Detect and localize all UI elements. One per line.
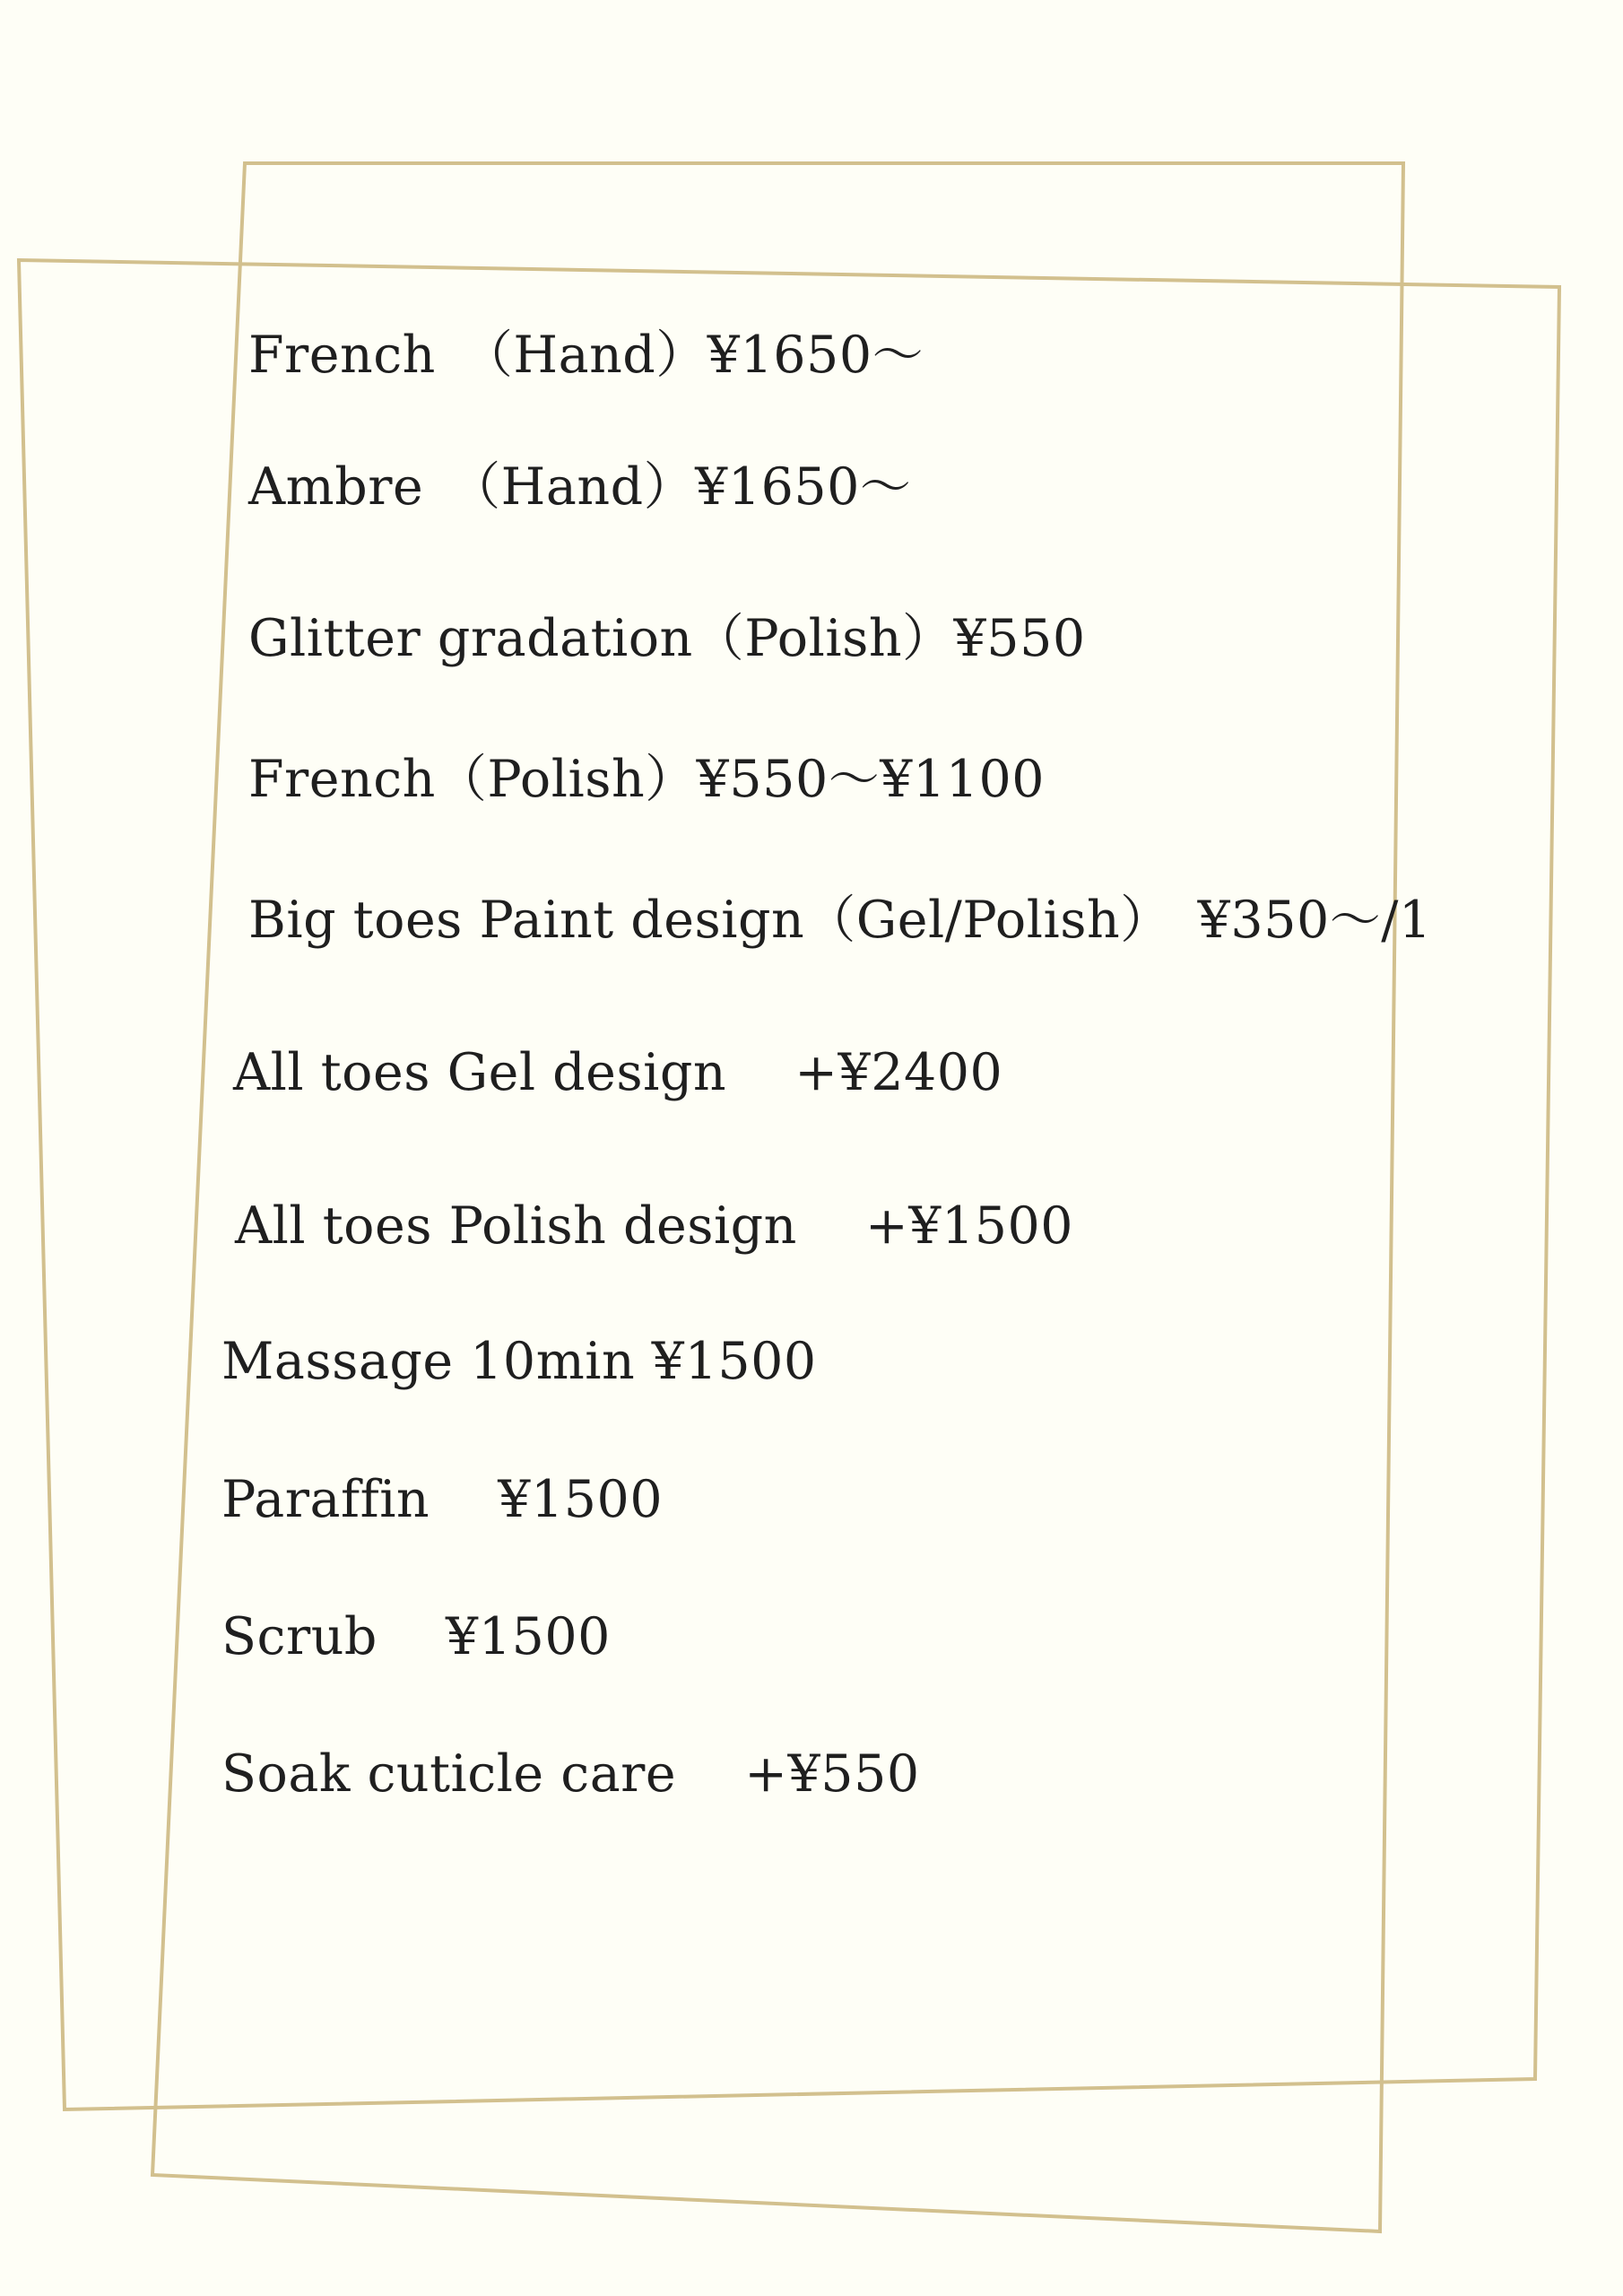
menu-item-massage: Massage 10min ¥1500 bbox=[221, 1332, 817, 1391]
menu-item-paraffin: Paraffin ¥1500 bbox=[221, 1470, 664, 1529]
menu-item-scrub: Scrub ¥1500 bbox=[221, 1607, 611, 1666]
menu-item-big-toes-paint-design: Big toes Paint design（Gel/Polish） ¥350～/1 bbox=[248, 891, 1432, 950]
menu-item-ambre-hand: Ambre （Hand）¥1650～ bbox=[248, 457, 912, 517]
menu-item-french-hand: French （Hand）¥1650～ bbox=[248, 326, 924, 385]
menu-item-all-toes-polish-design: All toes Polish design +¥1500 bbox=[235, 1196, 1074, 1256]
menu-item-all-toes-gel-design: All toes Gel design +¥2400 bbox=[233, 1043, 1003, 1102]
frame-rectangle-right-tilt bbox=[19, 260, 1559, 2109]
menu-item-french-polish: French（Polish）¥550～¥1100 bbox=[248, 750, 1046, 809]
menu-item-soak-cuticle-care: Soak cuticle care +¥550 bbox=[221, 1744, 920, 1804]
menu-item-glitter-gradation: Glitter gradation（Polish）¥550 bbox=[248, 609, 1086, 668]
